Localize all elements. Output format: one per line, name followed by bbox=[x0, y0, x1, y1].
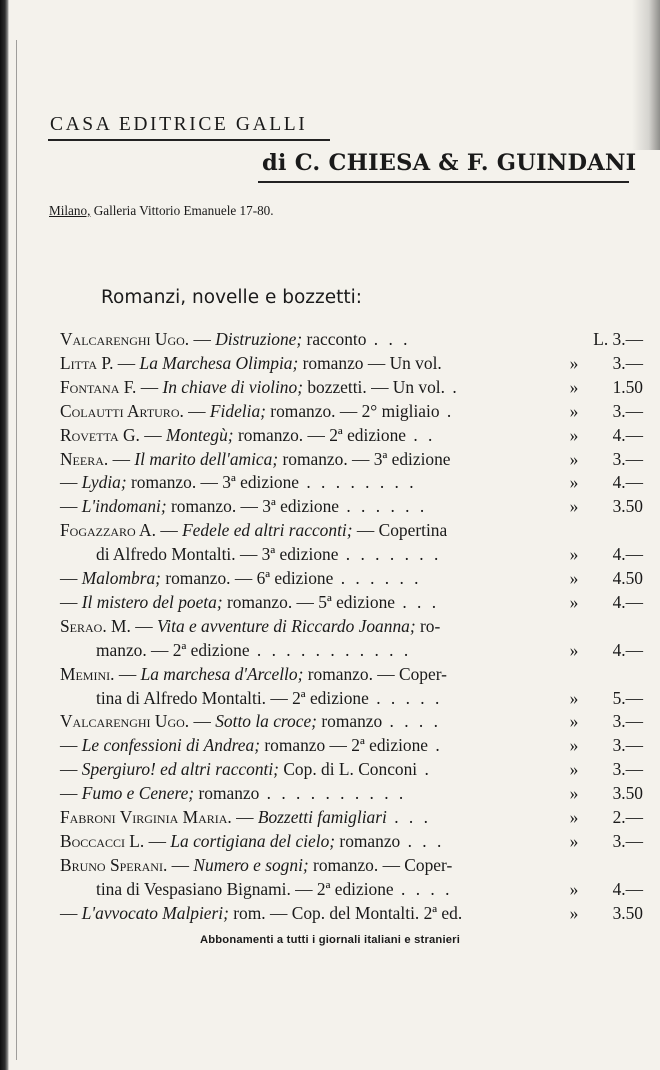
book-author: Valcarenghi Ugo. bbox=[60, 711, 190, 732]
publisher-owners: di C. CHIESA & F. GUINDANI bbox=[262, 150, 637, 176]
entry-dash: — bbox=[60, 759, 82, 780]
book-spine-shadow bbox=[0, 0, 9, 1070]
page-fold-line bbox=[16, 40, 17, 1060]
book-title: Lydia; bbox=[81, 472, 127, 493]
owners-underline bbox=[258, 181, 629, 183]
entry-text bbox=[60, 757, 432, 781]
book-author: Neera. bbox=[60, 448, 109, 469]
book-price: 3.— bbox=[612, 448, 643, 469]
book-price: 3.50 bbox=[612, 902, 643, 923]
catalog-entry bbox=[60, 805, 643, 829]
book-price: 3.— bbox=[612, 759, 643, 780]
book-author: Fontana F. bbox=[60, 376, 137, 397]
book-description: romanzo bbox=[194, 783, 260, 804]
catalog-entry bbox=[60, 853, 643, 877]
book-description: bozzetti. — Un vol. bbox=[302, 376, 445, 397]
leader-dots: . . . . . . . bbox=[338, 544, 442, 565]
catalog-entry bbox=[60, 781, 643, 805]
book-description: romanzo. — Coper- bbox=[303, 663, 447, 684]
book-title: Montegù; bbox=[165, 424, 234, 445]
book-price: 4.— bbox=[612, 878, 643, 899]
entry-text bbox=[60, 614, 440, 638]
entry-text bbox=[60, 709, 441, 733]
ditto-mark: » bbox=[569, 544, 579, 565]
book-price: 4.— bbox=[612, 544, 643, 565]
entry-text bbox=[60, 566, 422, 590]
book-title: L'indomani; bbox=[81, 496, 167, 517]
ditto-mark: » bbox=[569, 687, 579, 708]
entry-text bbox=[60, 662, 447, 686]
book-description: Cop. di L. Conconi bbox=[278, 759, 418, 780]
entry-dash: — bbox=[60, 591, 82, 612]
ditto-mark: » bbox=[569, 830, 579, 851]
entry-text bbox=[60, 518, 447, 542]
catalog-entry-continuation bbox=[96, 686, 643, 710]
ditto-mark: » bbox=[569, 400, 579, 421]
book-price: 4.50 bbox=[612, 568, 643, 588]
book-description: romanzo. — 5ª edizione bbox=[222, 591, 395, 612]
book-price: 2.— bbox=[612, 807, 643, 827]
ditto-mark: » bbox=[569, 807, 579, 827]
catalog-entry bbox=[60, 351, 643, 375]
address-street: Galleria Vittorio Emanuele 17-80. bbox=[90, 203, 274, 218]
leader-dots: . . . . bbox=[382, 711, 441, 732]
book-title: Le confessioni di Andrea; bbox=[81, 735, 260, 756]
book-price: L. 3.— bbox=[593, 329, 643, 349]
book-price: 3.— bbox=[612, 830, 643, 851]
ditto-mark: » bbox=[569, 711, 579, 732]
book-price: 4.— bbox=[612, 639, 643, 660]
ditto-mark: » bbox=[569, 878, 579, 899]
leader-dots: . bbox=[417, 759, 432, 780]
book-description: romanzo. — 6ª edizione bbox=[160, 568, 334, 588]
book-author: Fogazzaro A. bbox=[60, 520, 156, 541]
leader-dots: . . . . . bbox=[368, 687, 443, 708]
ditto-mark: » bbox=[569, 496, 579, 517]
entry-dash: — bbox=[60, 472, 82, 493]
entry-text bbox=[60, 733, 443, 757]
leader-dots: . bbox=[439, 400, 455, 421]
book-description: romanzo. — Coper- bbox=[308, 854, 453, 875]
book-description: romanzo — Un vol. bbox=[298, 352, 442, 373]
leader-dots: . . . bbox=[386, 807, 431, 827]
entry-text bbox=[60, 494, 427, 518]
ditto-mark: » bbox=[569, 448, 579, 469]
book-description: manzo. — 2ª edizione bbox=[96, 639, 250, 660]
book-price: 3.— bbox=[612, 400, 643, 421]
catalog-entry-continuation bbox=[96, 638, 643, 662]
leader-dots: . . . bbox=[366, 329, 411, 349]
entry-text bbox=[60, 423, 435, 447]
leader-dots: . . . bbox=[395, 591, 440, 612]
book-author: Memini. bbox=[60, 663, 115, 684]
entry-dash: — bbox=[114, 663, 141, 684]
catalog-entry bbox=[60, 733, 643, 757]
entry-dash: — bbox=[60, 568, 82, 588]
book-price: 3.— bbox=[612, 735, 643, 756]
catalog-entry bbox=[60, 470, 643, 494]
entry-text bbox=[60, 853, 452, 877]
book-description: rom. — Cop. del Montalti. 2ª ed. bbox=[228, 902, 463, 923]
entry-dash: — bbox=[139, 424, 166, 445]
ditto-mark: » bbox=[569, 568, 579, 588]
entry-dash: — bbox=[113, 352, 140, 373]
book-description: racconto bbox=[302, 329, 367, 349]
ditto-mark: » bbox=[569, 735, 579, 756]
entry-text bbox=[96, 638, 411, 662]
book-price: 4.— bbox=[612, 591, 643, 612]
ditto-mark: » bbox=[569, 591, 579, 612]
catalog-entry bbox=[60, 566, 643, 590]
ditto-mark: » bbox=[569, 759, 579, 780]
catalog-entry bbox=[60, 447, 643, 471]
ditto-mark: » bbox=[569, 352, 579, 373]
entry-dash: — bbox=[189, 711, 216, 732]
leader-dots: . . bbox=[405, 424, 436, 445]
book-price: 3.— bbox=[612, 711, 643, 732]
entry-text bbox=[60, 805, 431, 829]
book-title: Fumo e Cenere; bbox=[81, 783, 195, 804]
book-description: romanzo. — 2ª edizione bbox=[233, 424, 406, 445]
entry-dash: — bbox=[60, 902, 82, 923]
book-title: Vita e avventure di Riccardo Joanna; bbox=[156, 615, 416, 636]
book-author: Serao. M. bbox=[60, 615, 131, 636]
leader-dots: . . . . . . bbox=[333, 568, 422, 588]
book-title: Il marito dell'amica; bbox=[134, 448, 279, 469]
book-author: Boccacci L. bbox=[60, 830, 145, 851]
book-title: In chiave di violino; bbox=[162, 376, 303, 397]
entry-dash: — bbox=[144, 830, 171, 851]
catalog-entry bbox=[60, 518, 643, 542]
book-description: romanzo bbox=[335, 830, 401, 851]
entry-text bbox=[60, 399, 454, 423]
book-price: 1.50 bbox=[612, 376, 643, 397]
catalog-entry bbox=[60, 399, 643, 423]
book-description: romanzo. — 3ª edizione bbox=[166, 496, 340, 517]
entry-dash: — bbox=[189, 329, 216, 349]
ditto-mark: » bbox=[569, 783, 579, 804]
ditto-mark: » bbox=[569, 472, 579, 493]
entry-dash: — bbox=[155, 520, 183, 541]
book-title: Malombra; bbox=[81, 568, 161, 588]
book-title: Bozzetti famigliari bbox=[257, 807, 387, 827]
book-title: Sotto la croce; bbox=[215, 711, 317, 732]
catalog-entry bbox=[60, 590, 643, 614]
catalog-entry bbox=[60, 757, 643, 781]
leader-dots: . . . bbox=[400, 830, 445, 851]
book-author: Rovetta G. bbox=[60, 424, 140, 445]
book-description: ro- bbox=[415, 615, 441, 636]
entry-dash: — bbox=[60, 783, 82, 804]
page-corner-shadow bbox=[632, 0, 660, 150]
ditto-mark: » bbox=[569, 376, 579, 397]
catalog-entry bbox=[60, 614, 643, 638]
entry-text bbox=[96, 542, 441, 566]
book-author: Litta P. bbox=[60, 352, 114, 373]
book-description: romanzo — 2ª edizione bbox=[260, 735, 429, 756]
catalog-entry bbox=[60, 423, 643, 447]
entry-text bbox=[60, 375, 460, 399]
catalog-entry bbox=[60, 709, 643, 733]
book-title: Numero e sogni; bbox=[193, 854, 309, 875]
entry-text bbox=[60, 447, 451, 471]
book-description: romanzo bbox=[316, 711, 383, 732]
publisher-underline bbox=[48, 139, 330, 141]
entry-text bbox=[96, 686, 442, 710]
book-title: La Marchesa Olimpia; bbox=[139, 352, 299, 373]
entry-dash: — bbox=[231, 807, 258, 827]
leader-dots: . . . . . . bbox=[339, 496, 428, 517]
leader-dots: . . . . . . . . . . . bbox=[249, 639, 412, 660]
book-title: La cortigiana del cielo; bbox=[170, 830, 336, 851]
book-title: Fedele ed altri racconti; bbox=[182, 520, 353, 541]
leader-dots: . . . . . . . . bbox=[299, 472, 417, 493]
book-price: 3.— bbox=[612, 352, 643, 373]
entry-dash: — bbox=[130, 615, 157, 636]
book-description: — Copertina bbox=[352, 520, 448, 541]
entry-text bbox=[60, 781, 406, 805]
book-price: 4.— bbox=[612, 424, 643, 445]
publisher-name: CASA EDITRICE GALLI bbox=[50, 114, 308, 135]
entry-text bbox=[60, 901, 462, 925]
entry-dash: — bbox=[60, 735, 82, 756]
entry-text bbox=[96, 877, 452, 901]
book-description: tina di Alfredo Montalti. — 2ª edizione bbox=[96, 687, 369, 708]
book-price: 4.— bbox=[612, 472, 643, 493]
book-author: Colautti Arturo. bbox=[60, 400, 184, 421]
leader-dots: . . . . . . . . . . bbox=[259, 783, 407, 804]
entry-dash: — bbox=[108, 448, 135, 469]
entry-dash: — bbox=[183, 400, 210, 421]
book-price: 3.50 bbox=[612, 783, 643, 804]
entry-text bbox=[60, 470, 417, 494]
catalog-entry-continuation bbox=[96, 877, 643, 901]
book-title: Spergiuro! ed altri racconti; bbox=[81, 759, 279, 780]
entry-dash: — bbox=[60, 496, 82, 517]
book-title: Fidelia; bbox=[209, 400, 266, 421]
leader-dots: . bbox=[428, 735, 443, 756]
book-description: tina di Vespasiano Bignami. — 2ª edizione bbox=[96, 878, 394, 899]
book-price: 3.50 bbox=[612, 496, 643, 517]
book-description: romanzo. — 3ª edizione bbox=[278, 448, 451, 469]
book-title: La marchesa d'Arcello; bbox=[140, 663, 304, 684]
book-author: Valcarenghi Ugo. bbox=[60, 329, 190, 349]
address-city: Milano, bbox=[49, 203, 91, 218]
ditto-mark: » bbox=[569, 639, 579, 660]
catalog-entry bbox=[60, 494, 643, 518]
book-title: Distruzione; bbox=[215, 329, 303, 349]
leader-dots: . bbox=[444, 376, 460, 397]
entry-text bbox=[60, 327, 411, 351]
catalog-entry-continuation bbox=[96, 542, 643, 566]
catalog-entry bbox=[60, 829, 643, 853]
book-author: Fabroni Virginia Maria. bbox=[60, 807, 232, 827]
entry-dash: — bbox=[136, 376, 163, 397]
section-title: Romanzi, novelle e bozzetti: bbox=[101, 287, 362, 308]
book-price: 5.— bbox=[612, 687, 643, 708]
book-author: Bruno Sperani. bbox=[60, 854, 168, 875]
book-description: di Alfredo Montalti. — 3ª edizione bbox=[96, 544, 339, 565]
leader-dots: . . . . bbox=[393, 878, 453, 899]
entry-text bbox=[60, 351, 442, 375]
ditto-mark: » bbox=[569, 424, 579, 445]
ditto-mark: » bbox=[569, 902, 579, 923]
catalog-entry bbox=[60, 662, 643, 686]
catalog-entry bbox=[60, 901, 643, 925]
book-title: Il mistero del poeta; bbox=[81, 591, 223, 612]
catalog-entry bbox=[60, 375, 643, 399]
catalog-entry bbox=[60, 327, 643, 351]
book-description: romanzo. — 3ª edizione bbox=[126, 472, 300, 493]
entry-text bbox=[60, 829, 444, 853]
entry-text bbox=[60, 590, 439, 614]
footer-note: Abbonamenti a tutti i giornali italiani e stranieri bbox=[199, 934, 461, 946]
book-description: romanzo. — 2° migliaio bbox=[265, 400, 440, 421]
book-title: L'avvocato Malpieri; bbox=[81, 902, 229, 923]
entry-dash: — bbox=[167, 854, 194, 875]
publisher-address bbox=[49, 203, 274, 219]
